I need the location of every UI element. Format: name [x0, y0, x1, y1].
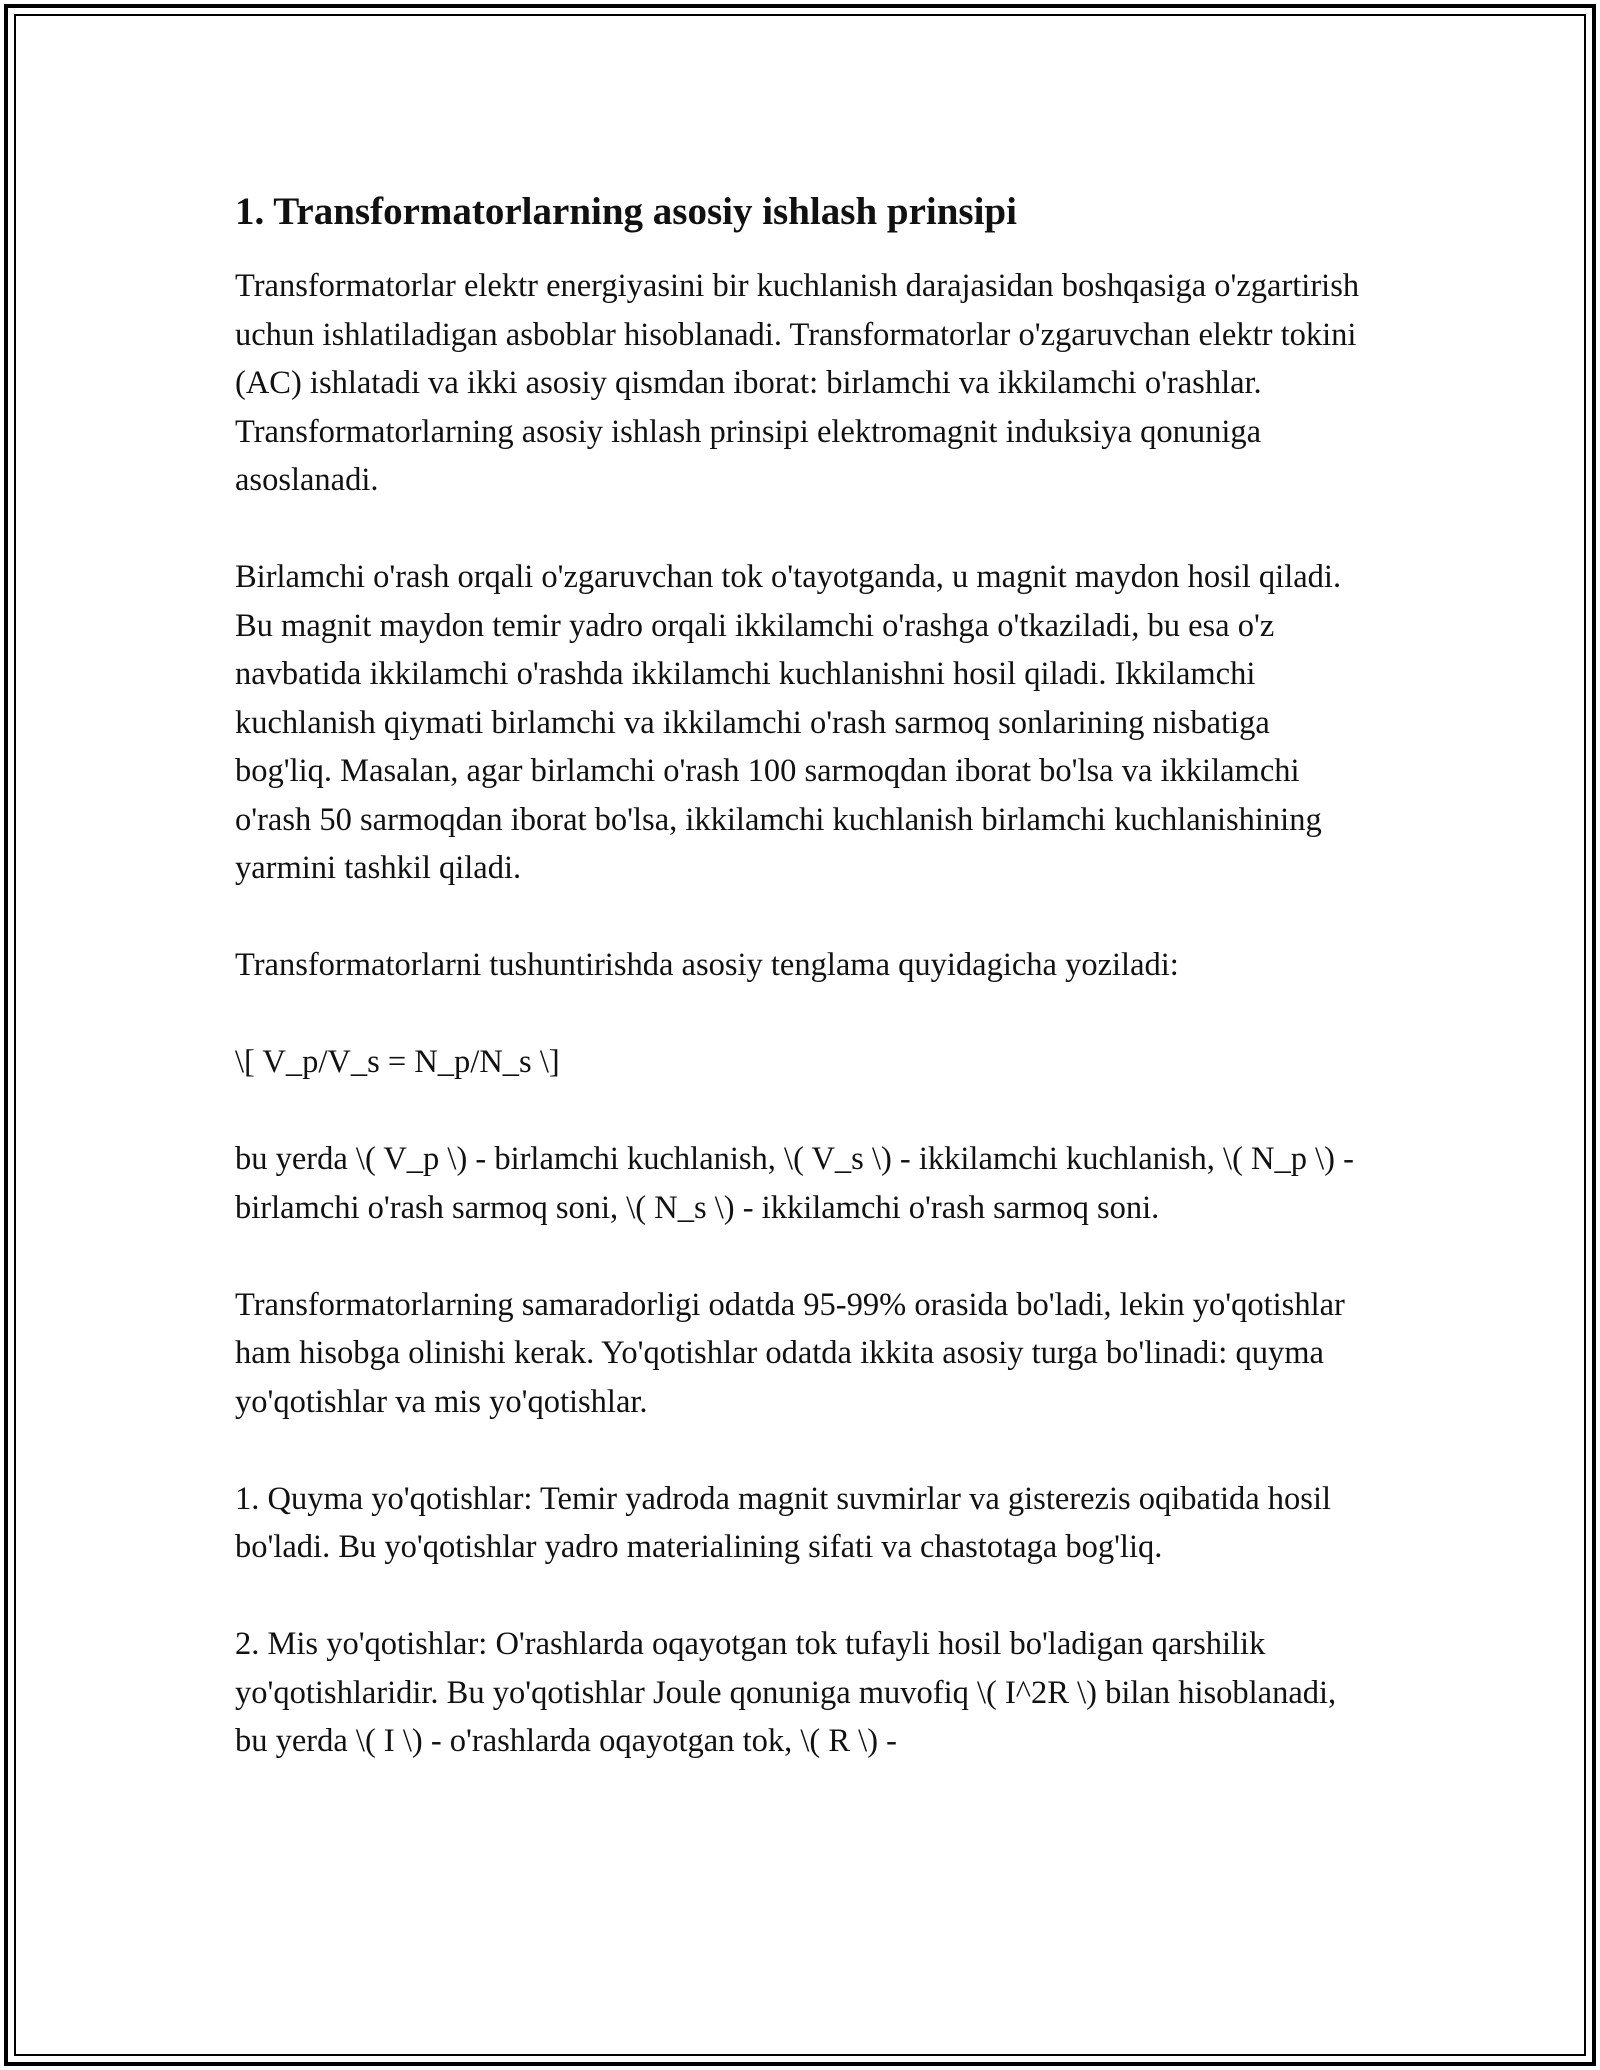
equation-line: \[ V_p/V_s = N_p/N_s \] [235, 1044, 560, 1080]
section-heading: 1. Transformatorlarning asosiy ishlash prinsipi [235, 190, 1017, 233]
paragraph-induction: Birlamchi o'rash orqali o'zgaruvchan tok o'tayotganda, u magnit maydon hosil qiladi. Bu magnit maydon temir yadro orqali ikkilamchi o'rashga o'tkaziladi, bu esa o'z navbatida ikkilamchi o'rashda ikkilamchi kuchlanishni hosil qiladi. Ikkilamchi kuchlanish qiymati birlamchi va ikkilamchi o'rash sarmoq sonlarining nisbatiga bog'liq. Masalan, agar birlamchi o'rash 100 sarmoqdan iborat bo'lsa va ikkilamchi o'rash 50 sarmoqdan iborat bo'lsa, ikkilamchi kuchlanish birlamchi kuchlanishining yarmini tashkil qiladi. [235, 559, 1342, 886]
paragraph-equation-terms: bu yerda \( V_p \) - birlamchi kuchlanish, \( V_s \) - ikkilamchi kuchlanish, \( N_p \) - birlamchi o'rash sarmoq soni, \( N_s \) - ikkilamchi o'rash sarmoq soni. [235, 1141, 1354, 1226]
paragraph-intro: Transformatorlar elektr energiyasini bir kuchlanish darajasidan boshqasiga o'zgartirish uchun ishlatiladigan asboblar hisoblanadi. Transformatorlar o'zgaruvchan elektr tokini (AC) ishlatadi va ikki asosiy qismdan iborat: birlamchi va ikkilamchi o'rashlar. Transformatorlarning asosiy ishlash prinsipi elektromagnit induksiya qonuniga asoslanadi. [235, 268, 1360, 498]
document-body [235, 188, 1370, 1766]
list-item-copper-losses: 2. Mis yo'qotishlar: O'rashlarda oqayotgan tok tufayli hosil bo'ladigan qarshilik yo'qotishlaridir. Bu yo'qotishlar Joule qonuniga muvofiq \( I^2R \) bilan hisoblanadi, bu yerda \( I \) - o'rashlarda oqayotgan tok, \( R \) - [235, 1626, 1337, 1759]
list-item-core-losses: 1. Quyma yo'qotishlar: Temir yadroda magnit suvmirlar va gisterezis oqibatida hosil bo'ladi. Bu yo'qotishlar yadro materialining sifati va chastotaga bog'liq. [235, 1480, 1332, 1565]
paragraph-equation-intro: Transformatorlarni tushuntirishda asosiy tenglama quyidagicha yoziladi: [235, 947, 1179, 983]
paragraph-efficiency: Transformatorlarning samaradorligi odatda 95-99% orasida bo'ladi, lekin yo'qotishlar ham hisobga olinishi kerak. Yo'qotishlar odatda ikkita asosiy turga bo'linadi: quyma yo'qotishlar va mis yo'qotishlar. [235, 1286, 1345, 1420]
